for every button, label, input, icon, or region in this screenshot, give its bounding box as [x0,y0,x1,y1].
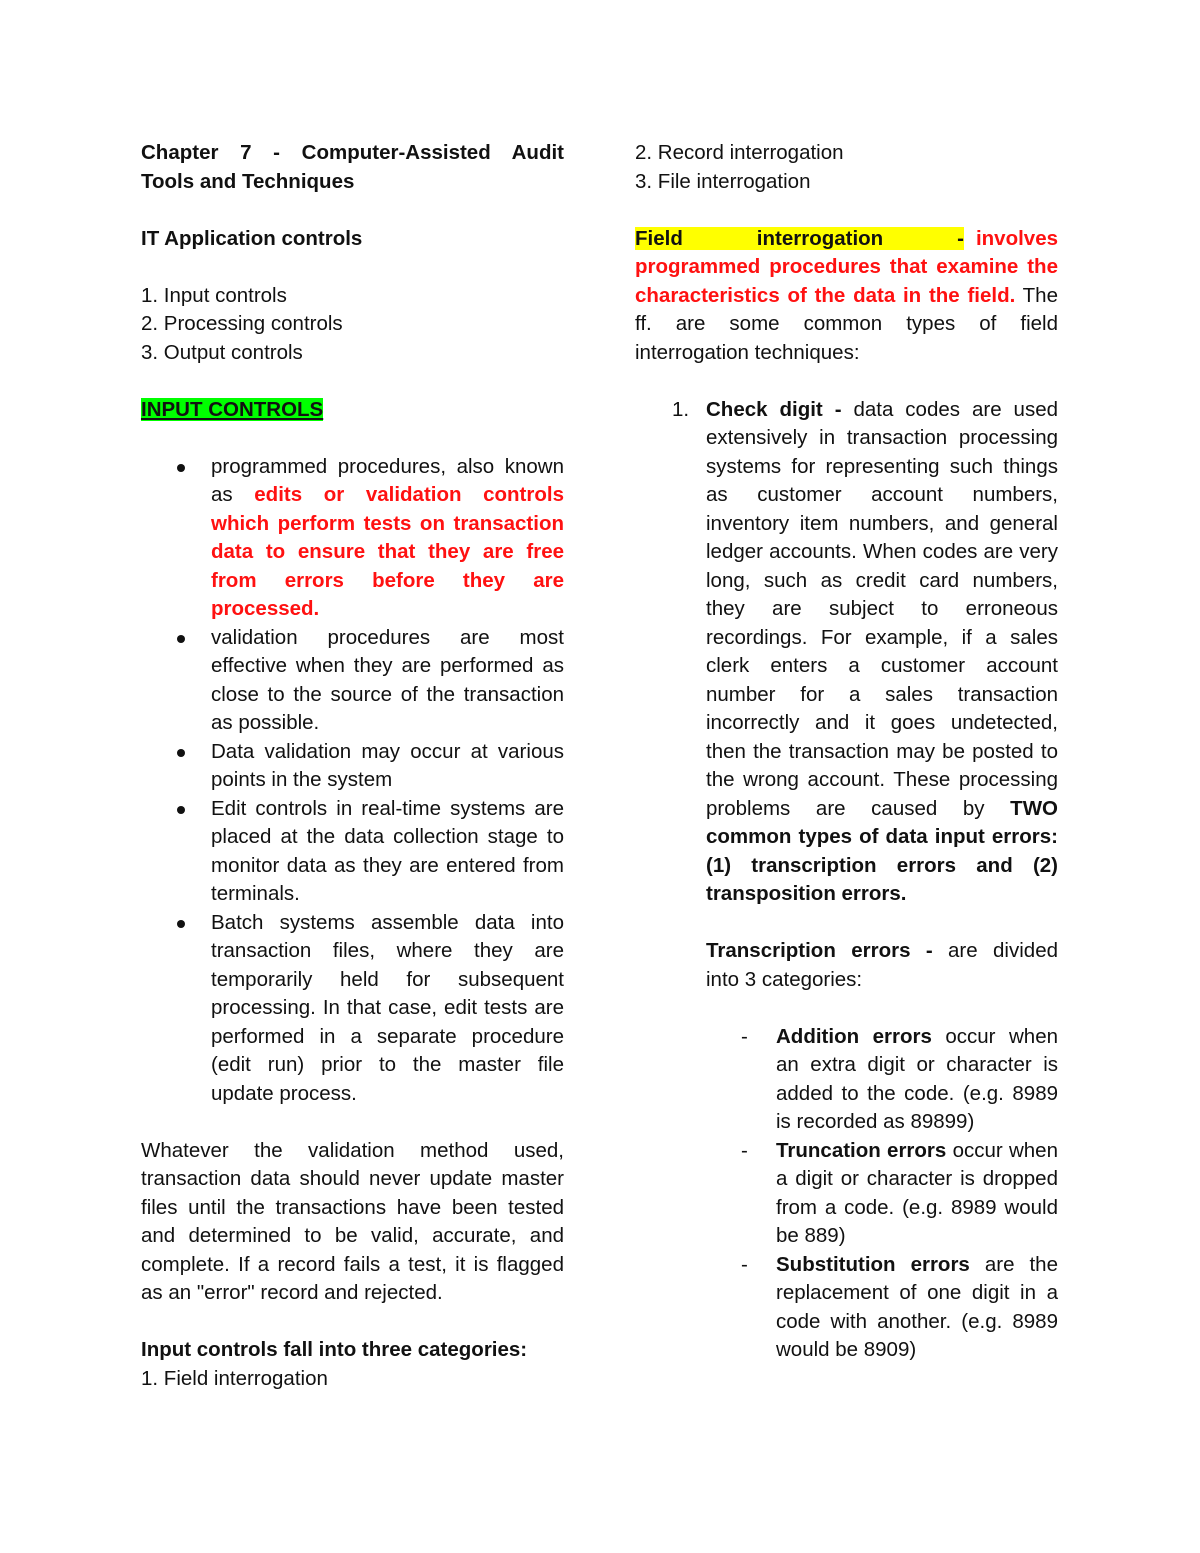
bullet-item [211,738,564,795]
bullet-highlight-text: edits or validation controls which perform tests on transaction data to ensure that they are free from errors before they are processed. [211,483,564,620]
dash-icon: - [741,1138,748,1162]
dash-icon: - [741,1252,748,1276]
validation-paragraph: Whatever the validation method used, transaction data should never update master files until the transactions have been tested and determined to be valid, accurate, and complete. If a record fails a test, it is flagged as an "error" record and rejected. [141,1138,564,1304]
check-digit-term: Check digit - [706,397,842,421]
bullet-text: Data validation may occur at various points in the system [211,739,564,791]
category-record-interrogation: 2. Record interrogation [635,141,844,164]
bullet-icon [177,806,185,814]
check-digit-error-types: TWO common types of data input errors: (1) transcription errors and (2) transposition errors. [706,796,1058,905]
item-number: 1. [672,397,690,421]
bullet-text: Batch systems assemble data into transaction files, where they are temporarily held for subsequent processing. In that case, edit tests are performed in a separate procedure (edit run) prior to the master file update process. [211,910,564,1105]
transcription-errors-term: Transcription errors - [706,939,933,962]
controls-item-input: 1. Input controls [141,283,287,307]
bullet-item [211,909,564,1109]
category-file-interrogation: 3. File interrogation [635,169,811,193]
error-text: are the replacement of one digit in a code with another. (e.g. 8989 would be 8909) [776,1252,1058,1361]
chapter-title-line1: Chapter 7 - Computer-Assisted Audit [141,141,564,164]
bullet-item [211,453,564,624]
chapter-title-line2: Tools and Techniques [141,169,355,193]
input-controls-heading: INPUT CONTROLS [141,397,324,421]
error-item-addition [741,1023,1058,1137]
field-interrogation-paragraph [635,225,1058,368]
error-item-substitution [741,1251,1058,1365]
transcription-errors-text: are divided into 3 categories: [706,939,1058,991]
check-digit-item [635,396,1058,909]
right-column [635,139,1058,1365]
bullet-text: validation procedures are most effective when they are performed as close to the source of the transaction as possible. [211,625,564,734]
error-text: occur when an extra digit or character is added to the code. (e.g. 8989 is recorded as 89899) [776,1024,1058,1133]
categories-heading: Input controls fall into three categories: [141,1338,528,1361]
error-term: Substitution errors [776,1252,970,1276]
bullet-item [211,624,564,738]
bullet-icon [177,749,185,757]
field-interrogation-rest: The ff. are some common types of field interrogation techniques: [635,283,1058,364]
section-title: IT Application controls [141,226,363,250]
bullet-item [211,795,564,909]
error-item-truncation [741,1137,1058,1251]
bullet-text: programmed procedures, also known as [211,454,564,506]
chapter-title [141,139,564,168]
controls-item-processing: 2. Processing controls [141,312,343,335]
transcription-errors-paragraph [635,937,1058,994]
error-term: Addition errors [776,1024,932,1048]
input-controls-bullet-list [141,453,564,1109]
error-text: occur when a digit or character is dropped from a code. (e.g. 8989 would be 889) [776,1138,1058,1247]
check-digit-description: data codes are used extensively in transaction processing systems for representing such things as customer account numbers, inventory item numbers, and general ledger accounts. When codes are very long, such as credit card numbers, they are subject to erroneous recordings. For example, if a sales clerk enters a customer account number for a sales transaction incorrectly and it goes undetected, then the transaction may be posted to the wrong account. These processing problems are caused by [706,397,1058,820]
error-term: Truncation errors [776,1138,947,1162]
controls-item-output: 3. Output controls [141,340,303,364]
transcription-error-list [635,1023,1058,1365]
bullet-icon [177,920,185,928]
bullet-text: Edit controls in real-time systems are placed at the data collection stage to monitor data as they are entered from terminals. [211,796,564,905]
category-field-interrogation: 1. Field interrogation [141,1366,328,1390]
bullet-icon [177,464,185,472]
field-interrogation-definition: involves programmed procedures that examine the characteristics of the data in the field. [635,226,1058,307]
bullet-icon [177,635,185,643]
dash-icon: - [741,1024,748,1048]
field-interrogation-heading: Field interrogation - [635,226,964,250]
left-column [141,139,564,1393]
